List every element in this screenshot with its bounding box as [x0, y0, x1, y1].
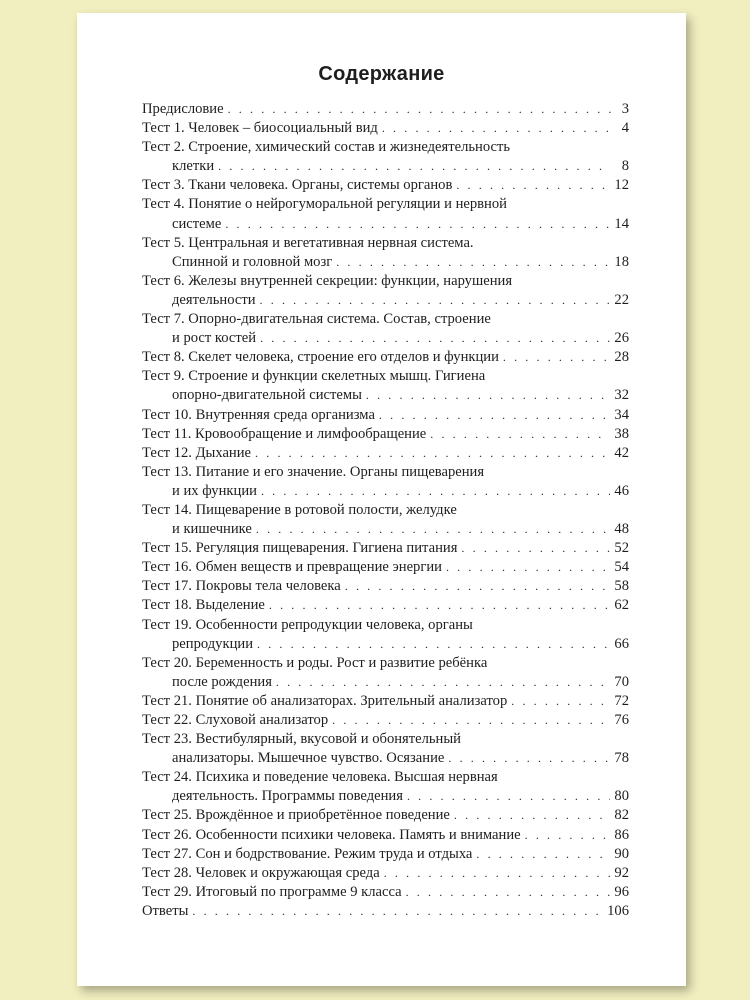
toc-entry-text: и их функции — [172, 482, 257, 499]
toc-entry-text: Тест 9. Строение и функции скелетных мышц. Гигиена — [142, 368, 486, 385]
dot-leader — [430, 425, 610, 444]
dot-leader — [332, 711, 610, 730]
toc-entry-line — [142, 195, 629, 214]
page-number: 58 — [614, 578, 629, 595]
toc-entry-text: Тест 4. Понятие о нейрогуморальной регуляции и нервной — [142, 196, 507, 213]
dot-leader — [461, 539, 610, 558]
toc-entry-continuation-line — [142, 635, 629, 654]
toc-entry — [142, 692, 629, 711]
toc-entry-line — [142, 711, 629, 730]
toc-entry-text: Тест 8. Скелет человека, строение его отделов и функции — [142, 349, 499, 366]
toc-entry — [142, 616, 629, 654]
toc-entry-line — [142, 539, 629, 558]
toc-entry-text: и рост костей — [172, 330, 257, 347]
toc-entry-text: Тест 11. Кровообращение и лимфообращение — [142, 425, 427, 442]
page-number: 86 — [614, 826, 629, 843]
toc-entry — [142, 444, 629, 463]
toc-entry — [142, 864, 629, 883]
page-title: Содержание — [318, 63, 445, 85]
dot-leader — [256, 520, 611, 539]
toc-entry — [142, 406, 629, 425]
toc-entry — [142, 558, 629, 577]
toc-entry — [142, 826, 629, 845]
toc-entry-text: Тест 17. Покровы тела человека — [142, 578, 341, 595]
toc-entry-text: Тест 5. Центральная и вегетативная нервная система. — [142, 234, 474, 251]
toc-entry-text: Тест 25. Врождённое и приобретённое поведение — [142, 807, 450, 824]
page-number: 34 — [614, 406, 629, 423]
dot-leader — [257, 635, 610, 654]
toc-entry-text: Тест 24. Психика и поведение человека. Высшая нервная — [142, 769, 498, 786]
page-number: 12 — [614, 177, 629, 194]
page-number: 28 — [614, 349, 629, 366]
toc-entry-text: клетки — [172, 158, 215, 175]
toc-entry-line — [142, 730, 629, 749]
toc-entry-line — [142, 864, 629, 883]
dot-leader — [192, 902, 603, 921]
page-number: 8 — [621, 158, 629, 175]
toc-entry-line — [142, 654, 629, 673]
page-number: 82 — [614, 807, 629, 824]
page-number: 18 — [614, 253, 629, 270]
dot-leader — [366, 386, 611, 405]
page-number: 80 — [614, 788, 629, 805]
toc-entry-line — [142, 883, 629, 902]
toc-entry — [142, 138, 629, 176]
toc-entry-line — [142, 558, 629, 577]
toc-entry-line — [142, 425, 629, 444]
toc-entry-line — [142, 119, 629, 138]
toc-entry — [142, 902, 629, 921]
toc-entry-text: Тест 22. Слуховой анализатор — [142, 712, 329, 728]
toc-entry-text: Тест 1. Человек – биосоциальный вид — [142, 120, 378, 137]
toc-entry-line — [142, 692, 629, 711]
toc-entry-text: Предисловие — [142, 101, 224, 117]
dot-leader — [228, 100, 611, 119]
toc-entry-text: Тест 15. Регуляция пищеварения. Гигиена питания — [142, 540, 458, 557]
page-number: 26 — [614, 330, 629, 347]
toc-entry-text: Тест 7. Опорно-двигательная система. Состав, строение — [142, 311, 491, 328]
toc-entry — [142, 806, 629, 825]
toc-entry-continuation-line — [142, 520, 629, 539]
toc-entry-continuation-line — [142, 215, 629, 234]
dot-leader — [407, 787, 610, 806]
toc-entry-continuation-line — [142, 329, 629, 348]
dot-leader — [225, 215, 610, 234]
toc-entry — [142, 176, 629, 195]
page-number: 14 — [614, 215, 629, 232]
page-number: 32 — [614, 387, 629, 404]
toc-entry-text: Тест 27. Сон и бодрствование. Режим труда и отдыха — [142, 845, 473, 862]
toc-entry-line — [142, 845, 629, 864]
page-number: 54 — [614, 559, 629, 576]
toc-entry — [142, 539, 629, 558]
toc-entry-text: Спинной и головной мозг — [172, 253, 333, 270]
page-number: 72 — [614, 692, 629, 709]
dot-leader — [454, 806, 610, 825]
toc-entry-text: Тест 14. Пищеварение в ротовой полости, желудке — [142, 501, 457, 518]
toc-entry-line — [142, 272, 629, 291]
toc-entry-line — [142, 348, 629, 367]
dot-leader — [503, 348, 611, 367]
page-number: 76 — [614, 712, 629, 728]
toc-entry — [142, 711, 629, 730]
toc-entry — [142, 119, 629, 138]
toc-entry — [142, 596, 629, 615]
dot-leader — [218, 157, 611, 176]
toc-entry-text: Тест 28. Человек и окружающая среда — [142, 864, 380, 881]
toc-entry-line — [142, 463, 629, 482]
toc-entry-text: Тест 12. Дыхание — [142, 444, 252, 461]
toc-entry — [142, 348, 629, 367]
dot-leader — [260, 291, 611, 310]
toc-entry-line — [142, 310, 629, 329]
dot-leader — [255, 444, 610, 463]
page-number: 78 — [614, 750, 629, 767]
dot-leader — [345, 577, 611, 596]
toc-entry-text: анализаторы. Мышечное чувство. Осязание — [172, 750, 445, 767]
toc-entry-text: Тест 21. Понятие об анализаторах. Зрительный анализатор — [142, 692, 508, 709]
page-number: 66 — [614, 635, 629, 652]
toc-entry-continuation-line — [142, 749, 629, 768]
page-number: 52 — [614, 540, 629, 557]
dot-leader — [448, 749, 610, 768]
dot-leader — [379, 406, 610, 425]
toc-entry-continuation-line — [142, 386, 629, 405]
toc-entry-line — [142, 768, 629, 787]
toc-entry — [142, 272, 629, 310]
toc-entry — [142, 501, 629, 539]
toc-entry-continuation-line — [142, 673, 629, 692]
toc-entry — [142, 730, 629, 768]
toc-entry-text: Тест 29. Итоговый по программе 9 класса — [142, 883, 402, 900]
toc-entry-continuation-line — [142, 482, 629, 501]
toc-entry-line — [142, 596, 629, 615]
dot-leader — [384, 864, 611, 883]
page-number: 22 — [614, 291, 629, 308]
toc-entry-continuation-line — [142, 157, 629, 176]
toc-entry-line — [142, 138, 629, 157]
page-number: 106 — [607, 902, 629, 919]
toc-entry-text: Тест 23. Вестибулярный, вкусовой и обонятельный — [142, 731, 461, 748]
toc-entry-text: Тест 18. Выделение — [142, 597, 265, 614]
toc-entry-text: Тест 19. Особенности репродукции человека, органы — [142, 616, 473, 633]
toc-entry-text: после рождения — [172, 673, 272, 690]
toc-entry-line — [142, 501, 629, 520]
toc-entry-line — [142, 100, 629, 119]
dot-leader — [511, 692, 610, 711]
toc-entry-continuation-line — [142, 253, 629, 272]
page-number: 62 — [614, 597, 629, 614]
toc-entry-text: Тест 10. Внутренняя среда организма — [142, 406, 375, 423]
page-number: 3 — [621, 101, 629, 117]
toc-entry — [142, 195, 629, 233]
toc-entry-text: Тест 6. Железы внутренней секреции: функции, нарушения — [142, 272, 513, 289]
page-number: 90 — [614, 845, 629, 862]
dot-leader — [456, 176, 610, 195]
toc-entry — [142, 310, 629, 348]
toc-entry — [142, 654, 629, 692]
dot-leader — [336, 253, 610, 272]
toc-entry-continuation-line — [142, 291, 629, 310]
toc-entry-line — [142, 616, 629, 635]
toc-entry — [142, 768, 629, 806]
table-of-contents — [142, 100, 629, 921]
toc-entry-text: Тест 13. Питание и его значение. Органы пищеварения — [142, 463, 485, 480]
toc-entry-text: системе — [172, 215, 222, 232]
toc-entry — [142, 100, 629, 119]
toc-entry — [142, 845, 629, 864]
toc-entry-line — [142, 577, 629, 596]
toc-entry-line — [142, 902, 629, 921]
page-number: 96 — [614, 883, 629, 900]
dot-leader — [525, 826, 611, 845]
toc-entry — [142, 367, 629, 405]
toc-entry-line — [142, 176, 629, 195]
page-number: 48 — [614, 521, 629, 538]
page-number: 92 — [614, 864, 629, 881]
toc-entry-text: Ответы — [142, 902, 189, 919]
dot-leader — [261, 482, 610, 501]
toc-entry-text: Тест 3. Ткани человека. Органы, системы органов — [142, 177, 453, 194]
dot-leader — [476, 845, 610, 864]
toc-entry — [142, 577, 629, 596]
toc-entry-text: Тест 16. Обмен веществ и превращение энергии — [142, 559, 442, 576]
dot-leader — [406, 883, 611, 902]
page-number: 38 — [614, 425, 629, 442]
toc-entry-line — [142, 806, 629, 825]
book-page — [77, 13, 686, 986]
toc-entry-text: Тест 20. Беременность и роды. Рост и развитие ребёнка — [142, 654, 488, 671]
toc-entry-text: опорно-двигательной системы — [172, 387, 362, 404]
toc-entry-text: Тест 2. Строение, химический состав и жизнедеятельность — [142, 139, 510, 156]
toc-entry — [142, 463, 629, 501]
dot-leader — [382, 119, 611, 138]
toc-entry-line — [142, 826, 629, 845]
toc-entry-text: и кишечнике — [172, 521, 252, 538]
page-number: 46 — [614, 482, 629, 499]
page-number: 4 — [621, 120, 629, 137]
dot-leader — [269, 596, 611, 615]
page-number: 70 — [614, 673, 629, 690]
toc-entry-text: Тест 26. Особенности психики человека. Память и внимание — [142, 826, 521, 843]
toc-entry-line — [142, 444, 629, 463]
toc-entry — [142, 883, 629, 902]
dot-leader — [260, 329, 610, 348]
toc-entry-continuation-line — [142, 787, 629, 806]
toc-entry-line — [142, 367, 629, 386]
dot-leader — [276, 673, 611, 692]
page-number: 42 — [614, 444, 629, 461]
toc-entry — [142, 234, 629, 272]
dot-leader — [446, 558, 610, 577]
toc-entry-text: деятельность. Программы поведения — [172, 788, 403, 805]
toc-entry-text: репродукции — [172, 635, 253, 652]
toc-entry-text: деятельности — [172, 291, 256, 308]
toc-entry-line — [142, 234, 629, 253]
toc-entry-line — [142, 406, 629, 425]
toc-entry — [142, 425, 629, 444]
